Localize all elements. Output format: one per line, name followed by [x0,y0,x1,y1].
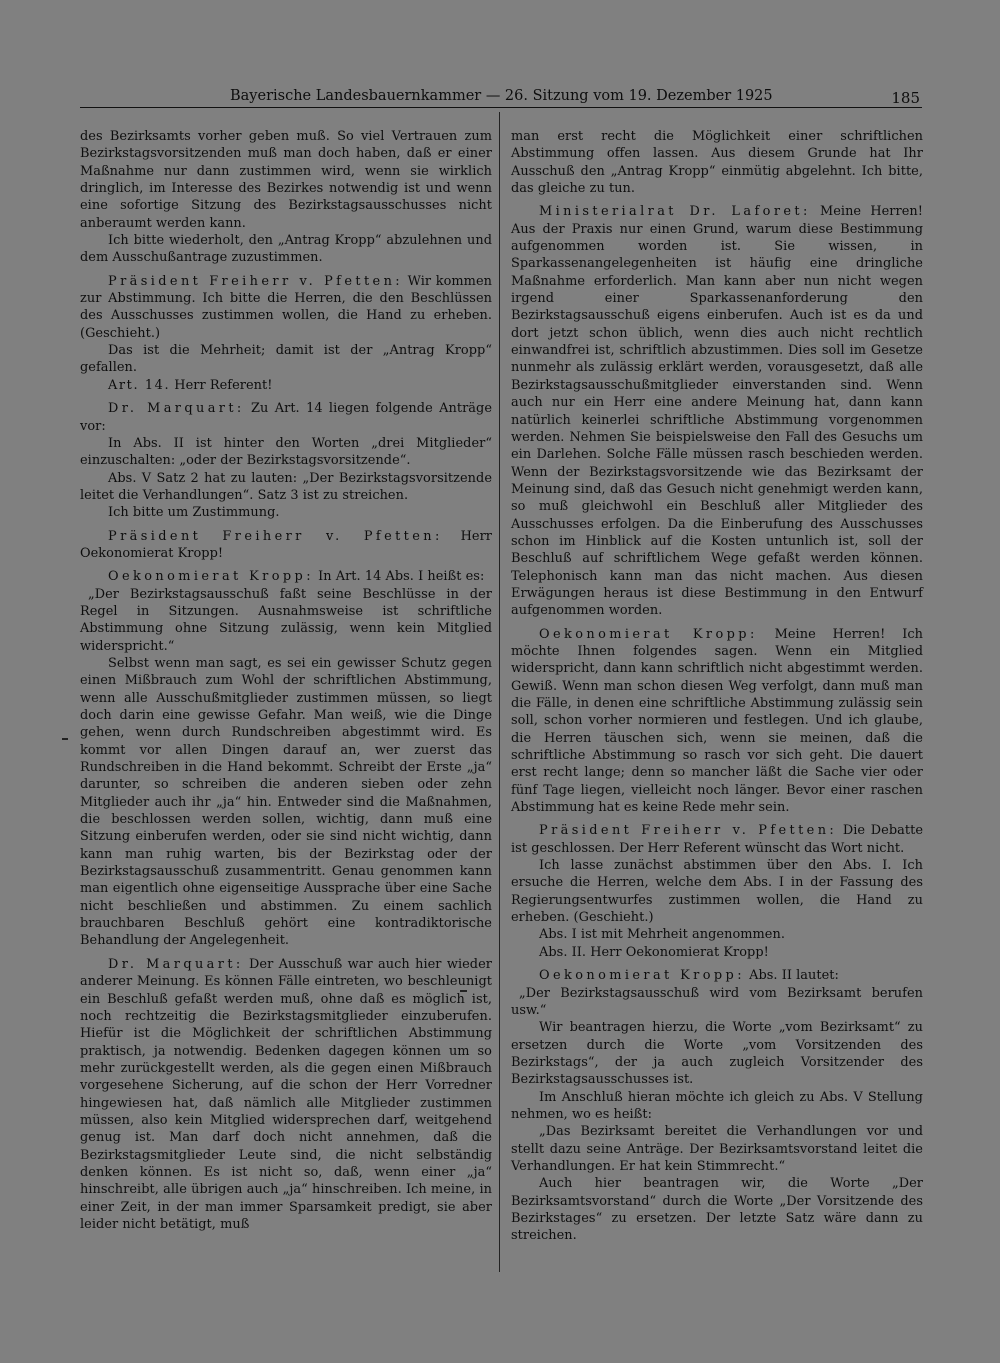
page-number: 185 [891,89,920,107]
paragraph [511,985,923,1020]
paragraph [80,504,492,521]
paragraph-text: Das ist die Mehrheit; damit ist der „Antrag Kropp“ gefallen. [80,343,492,376]
paragraph-text: Wir beantragen hierzu, die Worte „vom Bezirksamt“ zu ersetzen durch die Worte „vom Vorsitzenden des Bezirkstags“, der ja auch zugleich Vorsitzender des Bezirkstagsausschusses ist. [511,1020,923,1088]
paragraph [511,1089,923,1124]
paragraph [80,377,492,394]
paragraph [80,956,492,1234]
paragraph-text: Abs. II. Herr Oekonomierat Kropp! [539,944,769,960]
margin-mark [62,738,68,740]
paragraph-text: man erst recht die Möglichkeit einer schriftlichen Abstimmung offen lassen. Aus diesem Grunde hat Ihr Ausschuß den „Antrag Kropp“ einmütig abgelehnt. Ich bitte, das gleiche zu tun. [511,129,923,197]
speaker-name: Präsident Freiherr v. Pfetten: [108,528,443,544]
paragraph [511,1123,923,1175]
paragraph [80,342,492,377]
paragraph-text: „Der Bezirkstagsausschuß wird vom Bezirksamt berufen usw.“ [511,985,923,1018]
paragraph-text: Meine Herren! Ich möchte Ihnen folgendes sagen. Wenn ein Mitglied widerspricht, dann kann schriftlich nicht abgestimmt werden. Gewiß. Wenn man schon diesen Weg verfolgt, dann muß man die Fälle, in denen eine schriftliche Abstimmung zulässig sein soll, schon vorher normieren und festlegen. Und ich glaube, die Herren täuschen sich, wenn sie meinen, daß die schriftliche Abstimmung so rasch vor sich geht. Die dauert erst recht lange; denn so mancher läßt die Sache vier oder fünf Tage liegen, vielleicht noch länger. Bevor einer raschen Abstimmung hat es keine Rede mehr sein. [511,626,923,816]
speaker-name: Ministerialrat Dr. Laforet: [539,204,811,220]
speaker-name: Dr. Marquart: [108,956,244,972]
paragraph-text: Herr Referent! [170,377,273,393]
right-column [511,128,923,1245]
left-column [80,128,492,1233]
paragraph [511,857,923,926]
paragraph-text: In Art. 14 Abs. I heißt es: [313,569,485,585]
speaker-name: Dr. Marquart: [108,401,245,417]
paragraph-text: „Das Bezirksamt bereitet die Verhandlungen vor und stellt dazu seine Anträge. Der Bezirksamtsvorstand leitet die Verhandlungen. Er hat kein Stimmrecht.“ [511,1124,923,1174]
paragraph-text: Abs. V Satz 2 hat zu lauten: „Der Bezirkstagsvorsitzende leitet die Verhandlungen“. Satz 3 ist zu streichen. [80,470,492,503]
paragraph-text: Abs. II lautet: [744,968,839,984]
paragraph [80,528,492,563]
paragraph [511,1175,923,1244]
paragraph [80,400,492,435]
paragraph [511,944,923,961]
paragraph-text: Herr Oekonomierat Kropp! [80,528,492,561]
paragraph-text: Wir kommen zur Abstimmung. Ich bitte die Herren, die den Beschlüssen des Ausschusses zustimmen wollen, die Hand zu erheben. (Geschieht.) [80,273,492,341]
header-rule [80,107,922,108]
paragraph-text: Auch hier beantragen wir, die Worte „Der Bezirksamtsvorstand“ durch die Worte „Der Vorsitzende des Bezirkstages“ zu ersetzen. Der letzte Satz wäre dann zu streichen. [511,1176,923,1244]
paragraph [80,470,492,505]
paragraph [511,926,923,943]
paragraph-text: Der Ausschuß war auch hier wieder anderer Meinung. Es können Fälle eintreten, wo beschleunigt ein Beschluß gefaßt werden muß, ohne daß es möglich ist, noch rechtzeitig die Bezirkstagsmitglieder einzuberufen. Hiefür ist die Möglichkeit der schriftlichen Abstimmung praktisch, ja notwendig. Bedenken dagegen können um so mehr zurückgestellt werden, als die gegen einen Mißbrauch vorgesehene Sicherung, auf die schon der Herr Vorredner hingewiesen hat, daß nämlich alle Mitglieder zustimmen müssen, also kein Mitglied widersprechen darf, weitgehend genug ist. Man darf doch nicht annehmen, daß die Bezirkstagsmitglieder Leute sind, die nicht selbständig denken können. Es ist nicht so, daß, wenn einer „ja“ hinschreibt, alle übrigen auch „ja“ hinschreiben. Ich meine, in einer Zeit, in der man immer Sparsamkeit predigt, sie aber leider nicht betätigt, muß [80,956,492,1232]
paragraph-text: des Bezirksamts vorher geben muß. So viel Vertrauen zum Bezirkstagsvorsitzenden muß man doch haben, daß er einer Maßnahme nur dann zustimmen wird, wenn sie wirklich dringlich, im Interesse des Bezirkes notwendig ist und wenn eine sofortige Sitzung des Bezirkstagsausschusses nicht anberaumt werden kann. [80,129,492,231]
paragraph-text: „Der Bezirkstagsausschuß faßt seine Beschlüsse in der Regel in Sitzungen. Ausnahmsweise ist schriftliche Abstimmung ohne Sitzung zulässig, wenn kein Mitglied widerspricht.“ [80,586,492,654]
paragraph [511,203,923,619]
paragraph-text: Ich lasse zunächst abstimmen über den Abs. I. Ich ersuche die Herren, welche dem Abs. I in der Fassung des Regierungsentwurfes zustimmen wollen, die Hand zu erheben. (Geschieht.) [511,858,923,926]
paragraph-text: Ich bitte um Zustimmung. [108,505,280,521]
paragraph-text: Meine Herren! Aus der Praxis nur einen Grund, warum diese Bestimmung aufgenommen worden ist. Sie wissen, in Sparkassenangelegenheiten ist häufig eine dringliche Maßnahme erforderlich. Man kann aber nun nicht wegen irgend einer Sparkassenanforderung den Bezirkstagsausschuß eigens einberufen. Auch ist es da und dort jetzt schon üblich, wenn dies auch nicht rechtlich einwandfrei ist, schriftlich abzustimmen. Dies soll im Gesetze nunmehr als zulässig erklärt werden, vorausgesetzt, daß alle Bezirkstagsausschußmitglieder einverstanden sind. Wenn auch nur ein Herr eine andere Meinung hat, dann kann natürlich keinerlei schriftliche Abstimmung vorgenommen werden. Nehmen Sie beispielsweise den Fall des Gesuchs um ein Darlehen. Solche Fälle müssen rasch beschieden werden. Wenn der Bezirkstagsvorsitzende wie das Bezirksamt der Meinung sind, daß das Gesuch nicht genehmigt werden kann, so muß gleichwohl ein Beschluß aller Mitglieder des Ausschusses erfolgen. Da die Einberufung des Ausschusses schon im Hinblick auf die Kosten untunlich ist, soll der Beschluß auf schriftlichem Wege gefaßt werden können. Telephonisch kann man das nicht machen. Aus diesen Erwägungen heraus ist diese Bestimmung in den Entwurf aufgenommen worden. [511,204,923,619]
paragraph [80,273,492,342]
speaker-name: Präsident Freiherr v. Pfetten: [108,273,404,289]
paragraph [80,655,492,950]
paragraph [511,967,923,984]
paragraph-text: Selbst wenn man sagt, es sei ein gewisser Schutz gegen einen Mißbrauch zum Wohl der schriftlichen Abstimmung, wenn alle Ausschußmitglieder zustimmen müssen, so liegt doch darin eine gewisse Gefahr. Man weiß, wie die Dinge gehen, wenn durch Rundschreiben abgestimmt wird. Es kommt vor allen Dingen darauf an, wer zuerst das Rundschreiben in die Hand bekommt. Schreibt der Erste „ja“ darunter, so schreiben die anderen sieben oder zehn Mitglieder auch ihr „ja“ hin. Entweder sind die Maßnahmen, die beschlossen werden sollen, wichtig, dann muß eine Sitzung einberufen werden, oder sie sind nicht wichtig, dann kann man ruhig warten, bis der Bezirkstag oder der Bezirkstagsausschuß zusammentritt. Genau genommen kann man eigentlich ohne eigenseitige Aussprache über eine Sache nicht beschließen und abstimmen. Zu einem sachlich brauchbaren Beschluß gehört eine kontradiktorische Behandlung der Angelegenheit. [80,655,492,949]
running-header [80,86,922,108]
speaker-name: Oekonomierat Kropp: [539,968,745,984]
column-divider [499,112,500,1272]
paragraph-text: Die Debatte ist geschlossen. Der Herr Referent wünscht das Wort nicht. [511,823,923,856]
paragraph-text: Zu Art. 14 liegen folgende Anträge vor: [80,401,492,434]
paragraph [511,1019,923,1088]
speaker-name: Art. 14. [108,377,171,393]
paragraph-text: Ich bitte wiederholt, den „Antrag Kropp“ abzulehnen und dem Ausschußantrage zuzustimmen. [80,233,492,266]
paragraph [80,435,492,470]
paragraph [511,626,923,817]
paragraph [511,128,923,197]
speaker-name: Oekonomierat Kropp: [539,626,758,642]
speaker-name: Oekonomierat Kropp: [108,569,314,585]
header-title: Bayerische Landesbauernkammer — 26. Sitzung vom 19. Dezember 1925 [230,88,773,104]
paragraph [80,128,492,232]
paragraph [80,568,492,585]
paragraph-text: In Abs. II ist hinter den Worten „drei Mitglieder“ einzuschalten: „oder der Bezirkstagsvorsitzende“. [80,435,492,469]
paragraph-text: Abs. I ist mit Mehrheit angenommen. [539,927,785,943]
speaker-name: Präsident Freiherr v. Pfetten: [539,823,838,839]
paragraph [80,586,492,655]
paragraph [511,822,923,857]
paragraph [80,232,492,267]
paragraph-text: Im Anschluß hieran möchte ich gleich zu Abs. V Stellung nehmen, wo es heißt: [511,1089,923,1122]
